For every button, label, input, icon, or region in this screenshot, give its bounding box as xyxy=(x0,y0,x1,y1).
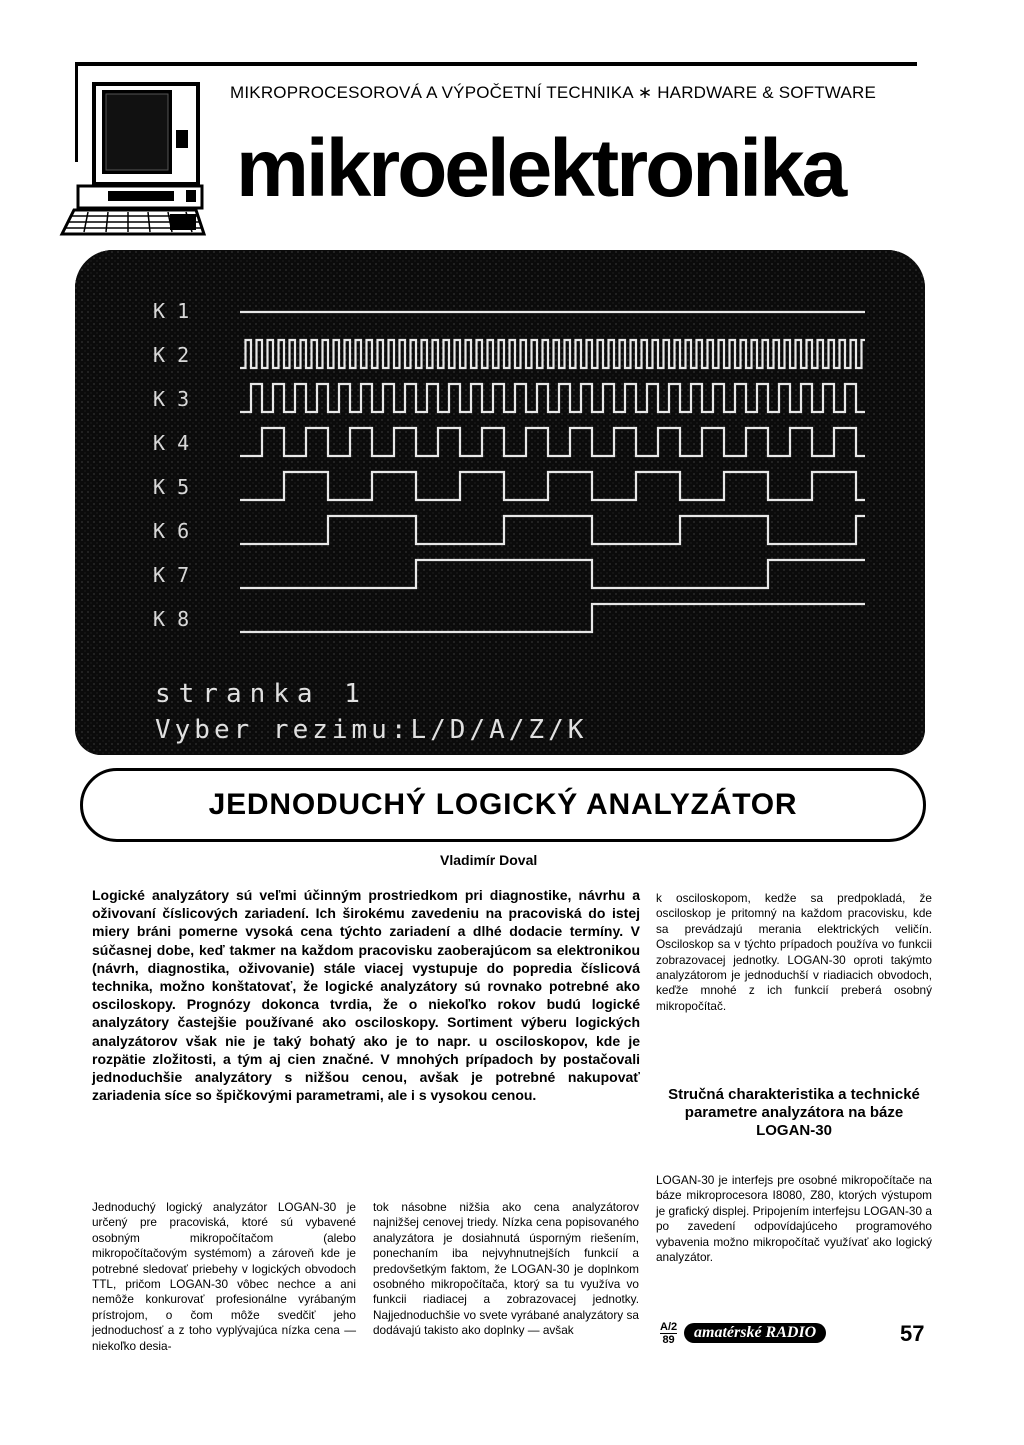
channel-label: K 2 xyxy=(153,343,190,367)
lead-paragraph: Logické analyzátory sú veľmi účinným prostriedkom pri diagnostike, návrhu a oživovaní číslicových zariadení. Ich širokému zavedeniu na pracoviská do istej miery bráni pomerne vysoká cena týchto zariadení a dlhé dodacie termíny. V súčasnej dobe, keď takmer na každom pracovisku zaoberajúcom sa elektronikou (návrh, diagnostika, oživovanie) stále viacej vystupuje do popredia číslicová technika, možno konštatovať, že logické analyzátory sú rovnako potrebné ako osciloskopy. Prognózy dokonca tvrdia, že o niekoľko rokov budú logické analyzátory častejšie používané ako osciloskopy. Sortiment výberu logických analyzátorov však nie je taký bohatý ako je to napr. u osciloskopov, kde je rozpätie zložitosti, a tým aj cien značné. V mnohých prípadoch by postačovali jednoduchšie analyzátory s nižšou cenou, avšak je potrebné nakupovať zariadenia síce so špičkovými parametrami, ale i s vysokou cenou. xyxy=(92,887,640,1104)
computer-icon xyxy=(58,74,208,240)
waveform-display xyxy=(75,250,925,755)
issue-label: A/2 xyxy=(660,1321,678,1333)
channel-label: K 5 xyxy=(153,475,190,499)
channel-label: K 8 xyxy=(153,607,190,631)
channel-label: K 7 xyxy=(153,563,190,587)
analyzer-screen-photo xyxy=(75,250,925,755)
magazine-logo xyxy=(684,1323,826,1343)
channel-label: K 4 xyxy=(153,431,190,455)
section-subheading: Stručná charakteristika a technické parametre analyzátora na báze LOGAN-30 xyxy=(668,1086,920,1139)
channel-label: K 1 xyxy=(153,299,190,323)
magazine-name: amatérské RADIO xyxy=(684,1323,826,1343)
issue-number xyxy=(660,1321,677,1346)
page-number: 57 xyxy=(900,1321,925,1346)
magazine-section-title: mikroelektronika xyxy=(236,123,845,214)
right-column-top: k osciloskopom, kedže sa predpokladá, že osciloskop je pritomný na každom pracovisku, kde sa prevádzajú merania elektrických veličín. Osciloskop sa v týchto prípadoch používa vo funkcii zobrazovacej jednotky. LOGAN-30 oproti takýmto analyzátorom je jednoduchší v riadiacich obvodoch, keďže mnohé z ich funkcií preberá osobný mikropočítač. xyxy=(656,891,932,1013)
body-column-1: Jednoduchý logický analyzátor LOGAN-30 je určený pre pracoviská, ktoré sú vybavené osobným mikropočítačom (alebo mikropočítačovým systémom) a zároveň kde je potrebné sledovať priebehy v logických obvodoch TTL, pričom LOGAN-30 vôbec nechce a ani nemôže konkurovať profesionálne vyrábaným prístrojom, o čom môže svedčiť jeho jednoduchosť a z toho vyplývajúca nízka cena — niekoľko desia- xyxy=(92,1200,356,1353)
status-line-1: stranka 1 xyxy=(155,679,368,709)
series-title: MIKROPROCESOROVÁ A VÝPOČETNÍ TECHNIKA ∗ HARDWARE & SOFTWARE xyxy=(230,83,877,102)
author: Vladimír Doval xyxy=(440,852,538,868)
body-column-3: LOGAN-30 je interfejs pre osobné mikropočítače na báze mikroprocesora I8080, Z80, ktorých výstupom je grafický displej. Pripojením interfejsu LOGAN-30 a po zavedení odpovídajúceho programového vybavenia možno mikropočítač využívať ako logický analyzátor. xyxy=(656,1173,932,1265)
header-rule xyxy=(75,62,917,66)
status-line-2: Vyber rezimu:L/D/A/Z/K xyxy=(155,715,588,745)
channel-label: K 6 xyxy=(153,519,190,543)
article-title: JEDNODUCHÝ LOGICKÝ ANALYZÁTOR xyxy=(208,788,798,821)
body-column-2: tok násobne nižšia ako cena analyzátorov najnižšej cenovej triedy. Nízka cena popisovaného analyzátora je dosiahnutá úsporným riešením, ponechaním iba nejvyhnutnejších funkcií a predovšetkým faktom, že LOGAN-30 je doplnkom osobného mikropočítača, ktorý sa tu využíva vo funkcii riadiacej a zobrazovacej jednotky. Najjednoduchšie vo svete vyrábané analyzátory sa dodávajú takisto ako doplnky — avšak xyxy=(373,1200,639,1338)
issue-year: 89 xyxy=(662,1334,675,1346)
channel-label: K 3 xyxy=(153,387,190,411)
